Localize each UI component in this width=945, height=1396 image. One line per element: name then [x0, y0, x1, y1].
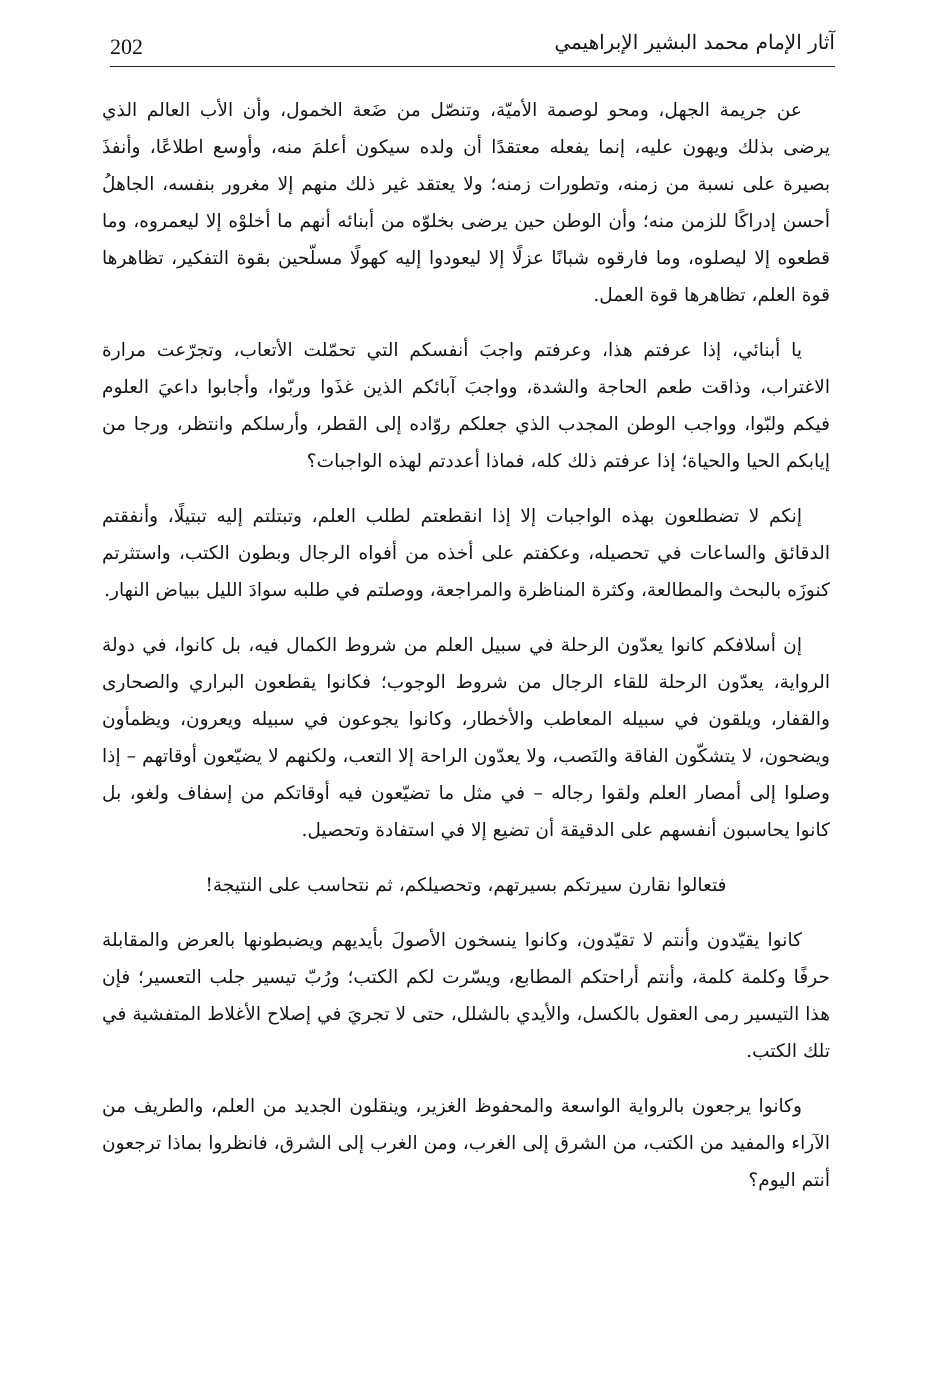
paragraph: فتعالوا نقارن سيرتكم بسيرتهم، وتحصيلكم، ثم نتحاسب على النتيجة!	[205, 875, 727, 896]
body-text	[102, 92, 830, 1217]
running-title: آثار الإمام محمد البشير الإبراهيمي	[554, 30, 835, 54]
paragraph: كانوا يقيّدون وأنتم لا تقيّدون، وكانوا ينسخون الأصولَ بأيديهم ويضبطونها بالعرض والمقابلة حرفًا وكلمة كلمة، وأنتم أراحتكم المطابع، ويسّرت لكم الكتب؛ ورُبّ تيسير جلب التعسير؛ فإن هذا التيسير رمى العقول بالكسل، والأيدي بالشلل، حتى لا تجريَ في إصلاح الأغلاط المتفشية في تلك الكتب.	[102, 930, 830, 1062]
paragraph: وكانوا يرجعون بالرواية الواسعة والمحفوظ الغزير، وينقلون الجديد من العلم، والطريف من الآراء والمفيد من الكتب، من الشرق إلى الغرب، ومن الغرب إلى الشرق، فانظروا بماذا ترجعون أنتم اليوم؟	[102, 1096, 830, 1191]
paragraph: يا أبنائي، إذا عرفتم هذا، وعرفتم واجبَ أنفسكم التي تحمّلت الأتعاب، وتجرّعت مرارة الاغتراب، وذاقت طعم الحاجة والشدة، وواجبَ آبائكم الذين غذَوا وربّوا، وأجابوا داعيَ العلوم فيكم ولبّوا، وواجب الوطن المجدب الذي جعلكم روّاده إلى القطر، وأرسلكم وانتظر، ورجا من إيابكم الحيا والحياة؛ إذا عرفتم ذلك كله، فماذا أعددتم لهذه الواجبات؟	[102, 340, 830, 472]
header-rule	[110, 66, 835, 67]
paragraph: عن جريمة الجهل، ومحو لوصمة الأميّة، وتنصّل من ضَعة الخمول، وأن الأب العالم الذي يرضى بذلك ويهون عليه، إنما يفعله معتقدًا أن ولده سيكون أعلمَ منه، وأوسع اطلاعًا، وأنفذَ بصيرة على نسبة من زمنه، وتطورات زمنه؛ ولا يعتقد غير ذلك منهم إلا مغرور بنفسه، الجاهلُ أحسن إدراكًا للزمن منه؛ وأن الوطن حين يرضى بخلوّه من أبنائه أنهم ما أخلوْه إلا ليعمروه، وما قطعوه إلا ليصلوه، وما فارقوه شبانًا عزلًا إلا ليعودوا إليه كهولًا مسلّحين بقوة التفكير، تظاهرها قوة العلم، تظاهرها قوة العمل.	[102, 100, 830, 306]
page-header	[110, 26, 835, 66]
paragraph: إن أسلافكم كانوا يعدّون الرحلة في سبيل العلم من شروط الكمال فيه، بل كانوا، في دولة الرواية، يعدّون الرحلة للقاء الرجال من شروط الوجوب؛ فكانوا يقطعون البراري والصحارى والقفار، ويلقون في سبيله المعاطب والأخطار، وكانوا يجوعون في سبيله ويعرون، ويظمأون ويضحون، لا يتشكّون الفاقة والنَصب، ولا يعدّون الراحة إلا التعب، ولكنهم لا يضيّعون أوقاتهم – إذا وصلوا إلى أمصار العلم ولقوا رجاله – في مثل ما تضيّعون فيه أوقاتكم من إسفاف ولغو، بل كانوا يحاسبون أنفسهم على الدقيقة أن تضيع إلا في استفادة وتحصيل.	[102, 635, 830, 841]
paragraph: إنكم لا تضطلعون بهذه الواجبات إلا إذا انقطعتم لطلب العلم، وتبتلتم إليه تبتيلًا، وأنفقتم الدقائق والساعات في تحصيله، وعكفتم على أخذه من أفواه الرجال وبطون الكتب، واستثرتم كنوزَه بالبحث والمطالعة، وكثرة المناظرة والمراجعة، ووصلتم في طلبه سوادَ الليل ببياض النهار.	[102, 506, 830, 601]
page-number: 202	[110, 34, 143, 59]
